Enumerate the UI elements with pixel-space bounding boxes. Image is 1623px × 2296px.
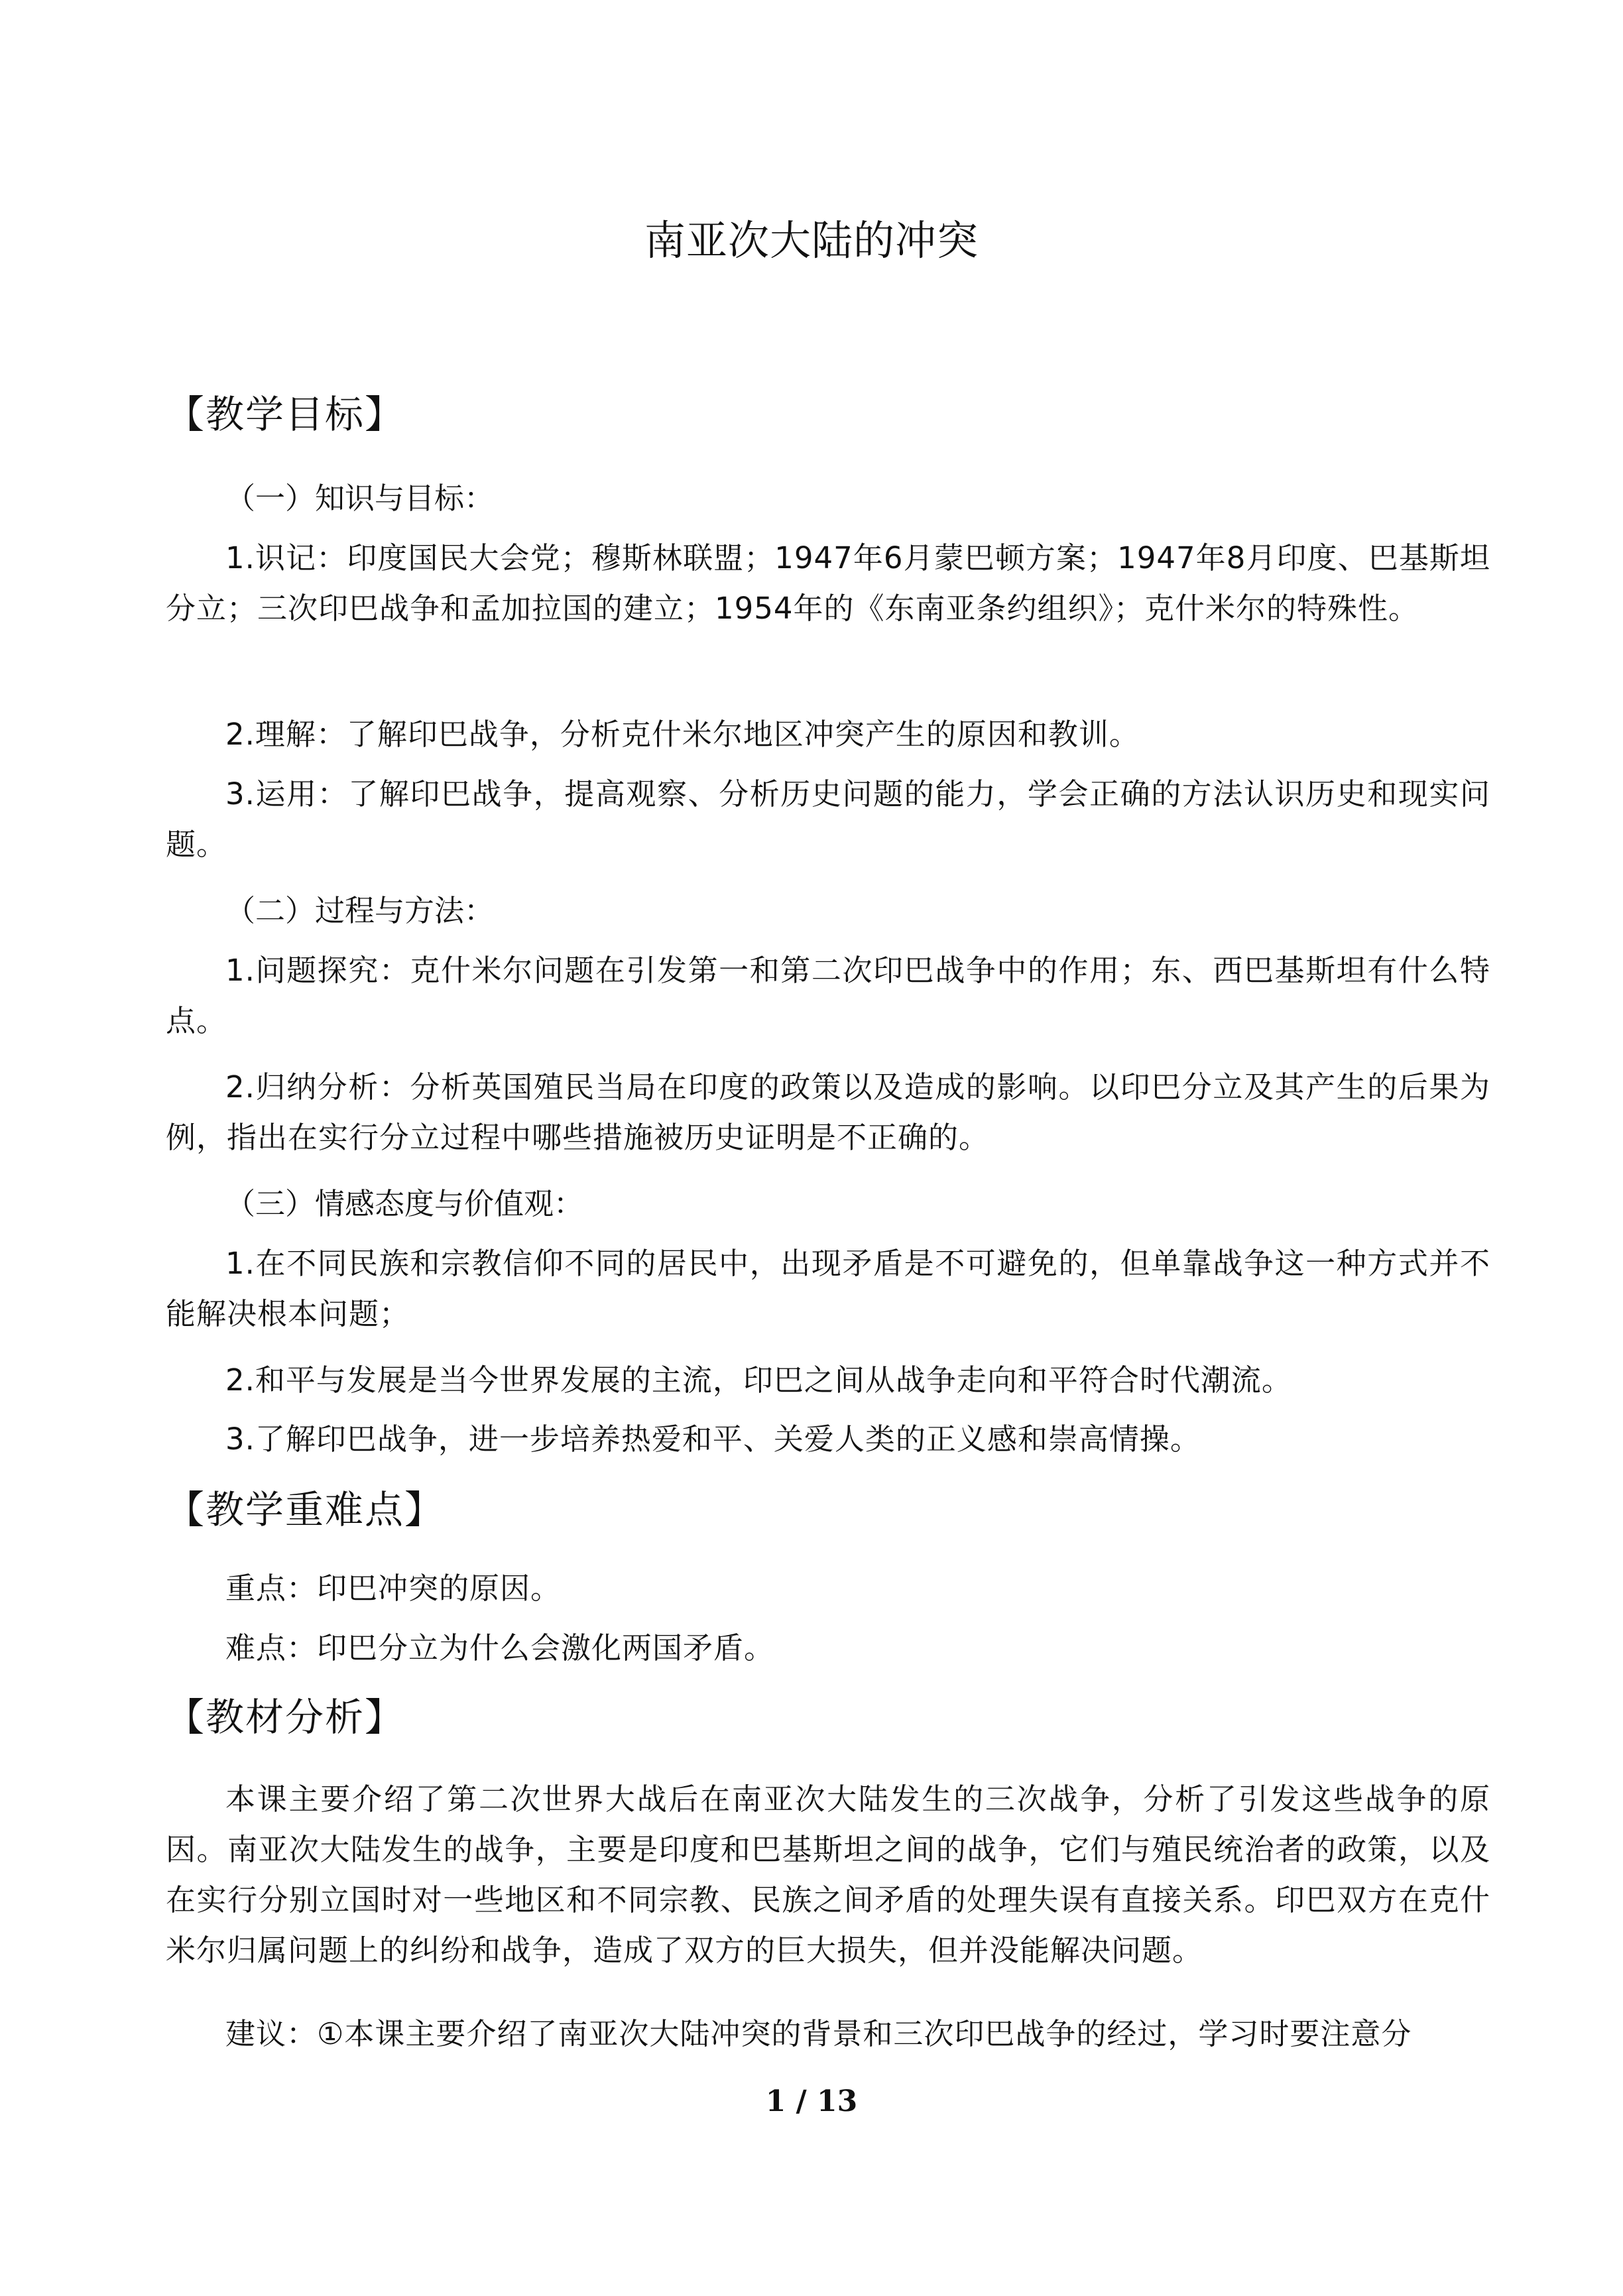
section-heading-objectives: 【教学目标】 xyxy=(166,392,405,437)
knowledge-item-3: 3.运用：了解印巴战争，提高观察、分析历史问题的能力，学会正确的方法认识历史和现实问题。 xyxy=(166,776,1490,862)
knowledge-item-1: 1.识记：印度国民大会党；穆斯林联盟；1947年6月蒙巴顿方案；1947年8月印度、巴基斯坦分立；三次印巴战争和孟加拉国的建立；1954年的《东南亚条约组织》；克什米尔的特殊性。 xyxy=(166,540,1490,626)
emotion-item-2: 2.和平与发展是当今世界发展的主流，印巴之间从战争走向和平符合时代潮流。 xyxy=(225,1362,1292,1398)
page-title: 南亚次大陆的冲突 xyxy=(644,216,979,265)
knowledge-item-2: 2.理解：了解印巴战争，分析克什米尔地区冲突产生的原因和教训。 xyxy=(225,717,1140,752)
analysis-body: 本课主要介绍了第二次世界大战后在南亚次大陆发生的三次战争，分析了引发这些战争的原因。南亚次大陆发生的战争，主要是印度和巴基斯坦之间的战争，它们与殖民统治者的政策，以及在实行分别立国时对一些地区和不同宗教、民族之间矛盾的处理失误有直接关系。印巴双方在克什米尔归属问题上的纠纷和战争，造成了双方的巨大损失，但并没能解决问题。 xyxy=(166,1782,1490,1968)
process-item-2: 2.归纳分析：分析英国殖民当局在印度的政策以及造成的影响。以印巴分立及其产生的后果为例，指出在实行分立过程中哪些措施被历史证明是不正确的。 xyxy=(166,1069,1490,1155)
page-number: 1 / 13 xyxy=(765,2085,858,2118)
process-item-1: 1.问题探究：克什米尔问题在引发第一和第二次印巴战争中的作用；东、西巴基斯坦有什么特点。 xyxy=(166,953,1490,1038)
knowledge-label: （一）知识与目标： xyxy=(225,481,495,516)
process-label: （二）过程与方法： xyxy=(225,893,495,928)
focus-text: 重点：印巴冲突的原因。 xyxy=(225,1571,562,1606)
emotion-item-3: 3.了解印巴战争，进一步培养热爱和平、关爱人类的正义感和崇高情操。 xyxy=(225,1421,1201,1457)
section-heading-analysis: 【教材分析】 xyxy=(166,1695,405,1740)
analysis-suggestion: 建议：①本课主要介绍了南亚次大陆冲突的背景和三次印巴战争的经过，学习时要注意分 xyxy=(225,2016,1412,2051)
emotion-label: （三）情感态度与价值观： xyxy=(225,1186,584,1221)
section-heading-key-points: 【教学重难点】 xyxy=(166,1487,445,1532)
difficulty-text: 难点：印巴分立为什么会激化两国矛盾。 xyxy=(225,1630,775,1665)
emotion-item-1: 1.在不同民族和宗教信仰不同的居民中，出现矛盾是不可避免的，但单靠战争这一种方式并不能解决根本问题； xyxy=(166,1246,1490,1331)
